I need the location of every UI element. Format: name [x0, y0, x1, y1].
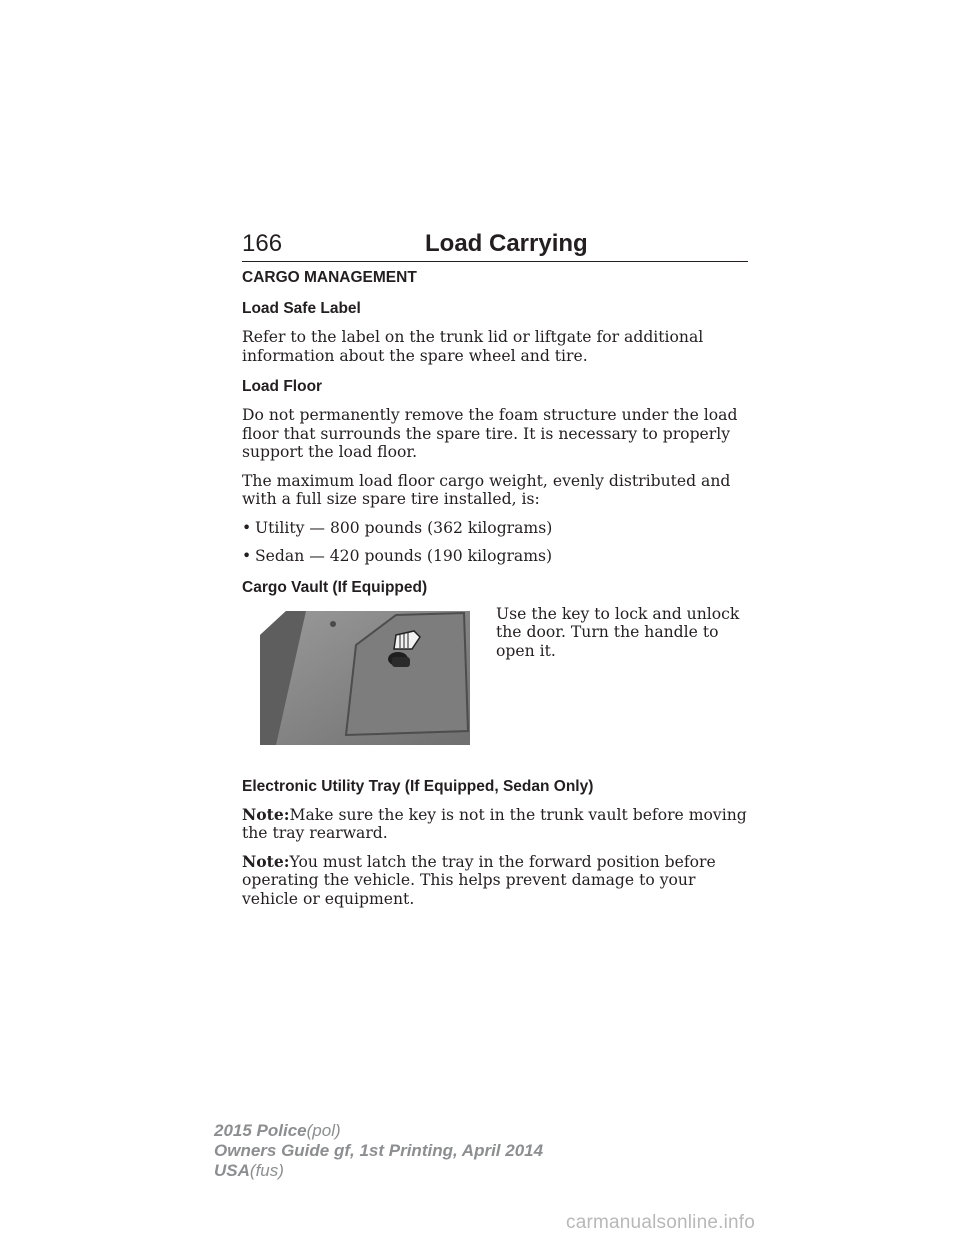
- note-paragraph: [242, 853, 752, 909]
- note-text: You must latch the tray in the forward position before operating the vehicle. This helps prevent damage to your vehicle or equipment.: [242, 852, 716, 908]
- bullet-icon: •: [242, 547, 252, 565]
- bullet-text: Utility — 800 pounds (362 kilograms): [255, 518, 553, 537]
- cargo-vault-text: Use the key to lock and unlock the door. Turn the handle to open it.: [496, 604, 740, 660]
- page-header: [242, 229, 748, 262]
- note-paragraph: [242, 806, 752, 843]
- list-item: [242, 519, 752, 538]
- utility-tray-heading: Electronic Utility Tray (If Equipped, Sedan Only): [242, 777, 594, 795]
- load-floor-heading: Load Floor: [242, 378, 323, 395]
- note-label: Note:: [242, 804, 290, 824]
- load-floor-text-2: The maximum load floor cargo weight, evenly distributed and with a full size spare tire installed, is:: [242, 471, 731, 508]
- page-number: 166: [242, 230, 283, 257]
- note-label: Note:: [242, 851, 290, 871]
- page-content: [242, 268, 752, 908]
- cargo-vault-heading: Cargo Vault (If Equipped): [242, 578, 428, 596]
- footer-line-3: USA(fus): [214, 1161, 284, 1180]
- footer-line-2: Owners Guide gf, 1st Printing, April 2014: [214, 1141, 544, 1160]
- watermark: carmanualsonline.info: [566, 1212, 756, 1233]
- page-footer: [214, 1121, 543, 1181]
- footer-line-1: 2015 Police(pol): [214, 1121, 341, 1140]
- load-safe-label-heading: Load Safe Label: [242, 300, 361, 317]
- load-floor-text-1: Do not permanently remove the foam structure under the load floor that surrounds the spare tire. It is necessary to properly support the load floor.: [242, 406, 738, 461]
- note-text: Make sure the key is not in the trunk vault before moving the tray rearward.: [242, 805, 747, 842]
- bullet-text: Sedan — 420 pounds (190 kilograms): [255, 547, 553, 565]
- list-item: [242, 547, 752, 566]
- bullet-icon: •: [242, 518, 252, 537]
- load-safe-label-text: Refer to the label on the trunk lid or liftgate for additional information about the spare wheel and tire.: [242, 328, 704, 365]
- section-title: CARGO MANAGEMENT: [242, 269, 417, 286]
- cargo-vault-illustration: [246, 605, 470, 755]
- cargo-vault-section: [242, 605, 752, 777]
- chapter-title: Load Carrying: [425, 230, 588, 257]
